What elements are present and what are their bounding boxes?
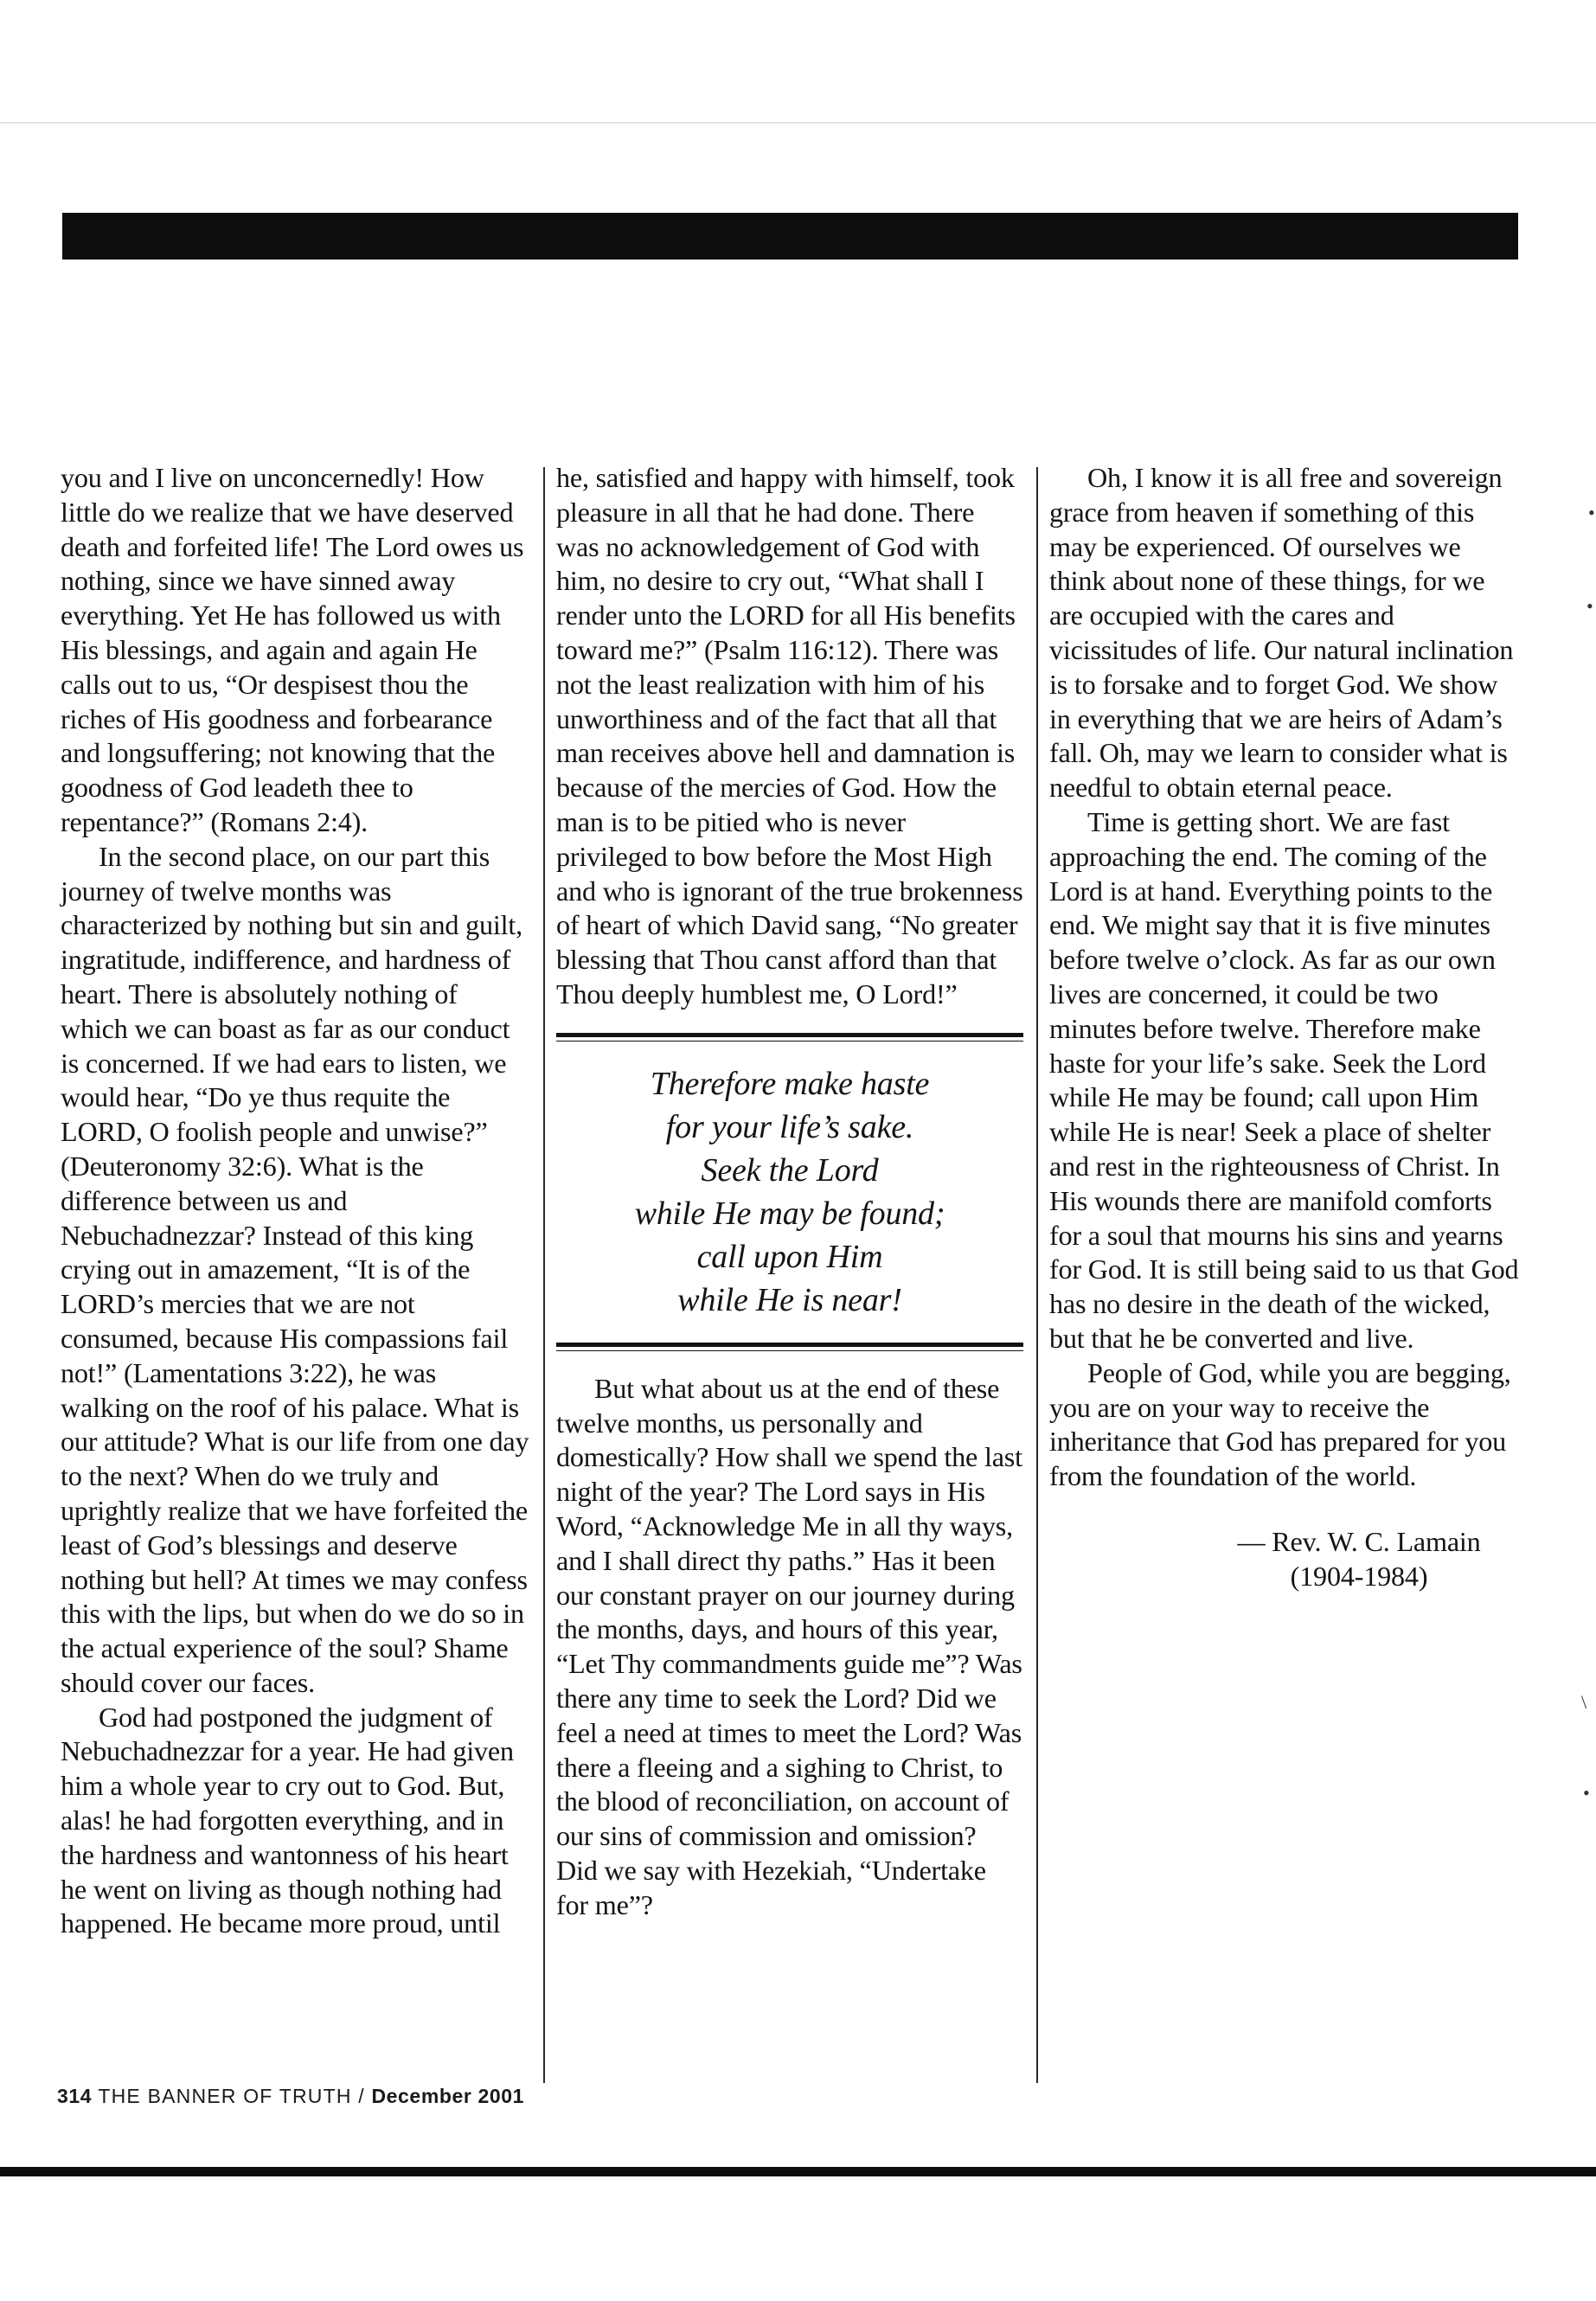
author-years: (1904-1984)	[1290, 1560, 1428, 1592]
paragraph: Oh, I know it is all free and sovereign grace from heaven if something of this may be experienced. Of ourselves we think about none of these things, for we are occupied with the cares and vicissitudes of life. Our natural inclination is to forsake and to forget God. We show in everything that we are heirs of Adam’s fall. Oh, may we learn to consider what is needful to obtain eternal peace.	[1049, 462, 1514, 804]
pull-quote-line: while He may be found;	[634, 1195, 945, 1232]
footer-separator: /	[358, 2085, 365, 2107]
publication-name: THE BANNER OF TRUTH	[98, 2085, 352, 2107]
paragraph: In the second place, on our part this journey of twelve months was characterized by nothing but sin and guilt, ingratitude, indifference, and hardness of heart. There is absolutely nothing of which we can boast as far as our conduct is concerned. If we had ears to listen, we would hear, “Do ye thus requite the LORD, O foolish people and unwise?” (Deuteronomy 32:6). What is the difference between us and Nebuchadnezzar? Instead of this king crying out in amazement, “It is of the LORD’s mercies that we are not consumed, because His compassions fail not!” (Lamentations 3:22), he was walking on the roof of his palace. What is our attitude? What is our life from one day to the next? When do we truly and uprightly realize that we have forfeited the least of God’s blessings and deserve nothing but hell? At times we may confess this with the lips, but when do we do so in the actual experience of the soul? Shame should cover our faces.	[61, 840, 529, 1698]
author-signature	[1049, 1525, 1521, 1594]
pull-quote-line: while He is near!	[677, 1281, 902, 1318]
article-column-left	[61, 461, 529, 1941]
page-footer	[57, 2085, 524, 2108]
author-name: — Rev. W. C. Lamain	[1237, 1525, 1481, 1557]
pull-quote	[556, 1062, 1023, 1322]
scan-mark-icon: •	[1588, 502, 1595, 523]
paragraph: People of God, while you are begging, you are on your way to receive the inheritance that God has prepared for you from the foundation of the world.	[1049, 1356, 1511, 1492]
pull-quote-rule-top	[556, 1033, 1023, 1042]
pull-quote-line: call upon Him	[696, 1238, 883, 1275]
scan-mark-icon: \	[1581, 1691, 1587, 1713]
issue-date: December 2001	[371, 2085, 525, 2107]
paragraph: Time is getting short. We are fast approaching the end. The coming of the Lord is at hand. Everything points to the end. We might say that it is five minutes before twelve o’clock. As far as our own lives are concerned, it could be two minutes before twelve. Therefore make haste for your life’s sake. Seek the Lord while He may be found; call upon Him while He is near! Seek a place of shelter and rest in the righteousness of Christ. In His wounds there are manifold comforts for a soul that mourns his sins and yearns for God. It is still being said to us that God has no desire in the death of the wicked, but that he be converted and live.	[1049, 805, 1519, 1354]
paragraph: God had postponed the judgment of Nebuchadnezzar for a year. He had given him a whole year to cry out to God. But, alas! he had forgotten everything, and in the hardness and wantonness of his heart he went on living as though nothing had happened. He became more proud, until	[61, 1701, 514, 1939]
paragraph: he, satisfied and happy with himself, took pleasure in all that he had done. There was no acknowledgement of God with him, no desire to cry out, “What shall I render unto the LORD for all His benefits toward me?” (Psalm 116:12). There was not the least realization with him of his unworthiness and of the fact that all that man receives above hell and damnation is because of the mercies of God. How the man is to be pitied who is never privileged to bow before the Most High and who is ignorant of the true brokenness of heart of which David sang, “No greater blessing that Thou canst afford than that Thou deeply humblest me, O Lord!”	[556, 462, 1023, 1009]
article-column-right	[1049, 461, 1521, 1594]
column-divider	[543, 467, 545, 2083]
column-divider	[1036, 467, 1038, 2083]
pull-quote-line: Seek the Lord	[701, 1151, 879, 1189]
pull-quote-rule-bottom	[556, 1343, 1023, 1351]
footer-bar	[0, 2167, 1596, 2176]
paragraph: you and I live on unconcernedly! How little do we realize that we have deserved death and forfeited life! The Lord owes us nothing, since we have sinned away everything. Yet He has followed us with His blessings, and again and again He calls out to us, “Or despisest thou the riches of His goodness and forbearance and longsuffering; not knowing that the goodness of God leadeth thee to repentance?” (Romans 2:4).	[61, 462, 524, 837]
scan-mark-icon: •	[1583, 1782, 1590, 1804]
paragraph: But what about us at the end of these twelve months, us personally and domestically? How shall we spend the last night of the year? The Lord says in His Word, “Acknowledge Me in all thy ways, and I shall direct thy paths.” Has it been our constant prayer on our journey during the months, days, and hours of this year, “Let Thy commandments guide me”? Was there any time to seek the Lord? Did we feel a need at times to meet the Lord? Was there a fleeing and a sighing to Christ, to the blood of reconciliation, on account of our sins of commission and omission? Did we say with Hezekiah, “Undertake for me”?	[556, 1372, 1022, 1920]
scan-edge-line	[0, 122, 1596, 124]
scan-mark-icon: •	[1586, 595, 1593, 617]
header-bar	[62, 213, 1518, 260]
pull-quote-line: for your life’s sake.	[665, 1108, 914, 1145]
pull-quote-line: Therefore make haste	[650, 1065, 930, 1102]
article-column-middle	[556, 461, 1023, 1923]
page-number: 314	[57, 2085, 93, 2107]
